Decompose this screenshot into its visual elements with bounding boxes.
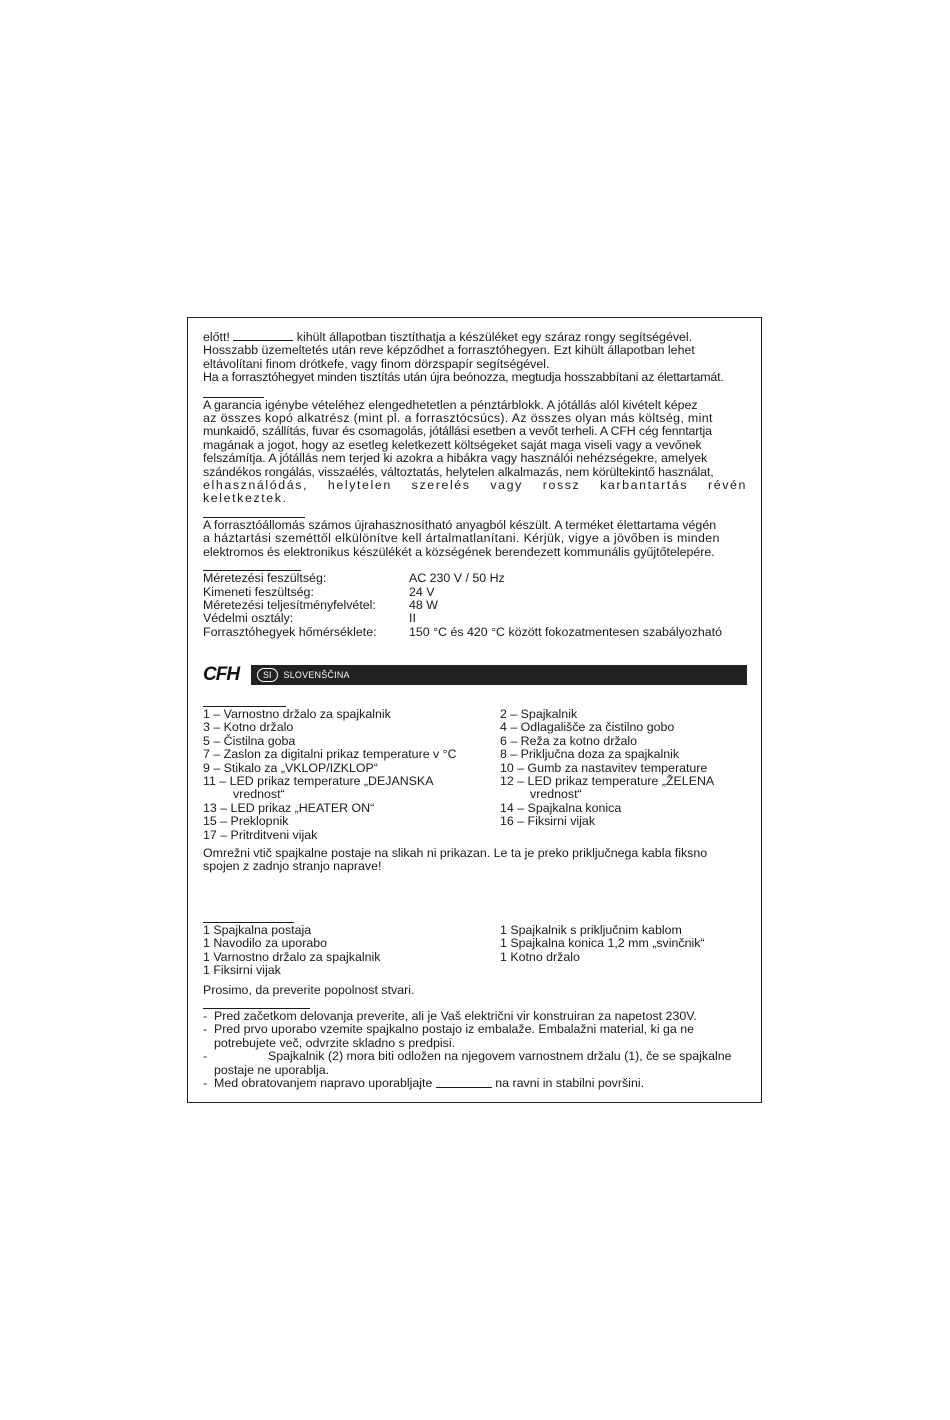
list-item: 1 Kotno držalo [500, 949, 580, 964]
language-name: SLOVENŠČINA [283, 670, 350, 680]
list-item-cont: vrednost“ [530, 787, 582, 802]
list-item: 13 – LED prikaz „HEATER ON“ [203, 800, 375, 815]
plug-note [203, 847, 747, 874]
text-line: elektromos és elektronikus készülékét a községének berendezett kommunális gyűjtőtelepére. [203, 544, 715, 559]
list-item: 1 Spajkalnik s priključnim kablom [500, 923, 682, 937]
list-item: 10 – Gumb za nastavitev temperature [500, 760, 708, 775]
cleaning-paragraph [203, 330, 747, 385]
parts-left-column [203, 708, 500, 842]
contents-note: Prosimo, da preverite popolnost stvari. [203, 982, 415, 997]
package-contents [203, 922, 747, 997]
list-item: 8 – Priključna doza za spajkalnik [500, 747, 680, 762]
text-line: Omrežni vtič spajkalne postaje na slikah ni prikazan. Le ta je preko priključnega kabla fiksno [203, 846, 708, 861]
spec-value: 150 °C és 420 °C között fokozatmentesen szabályozható [409, 624, 722, 639]
safety-item: - Pred začetkom delovanja preverite, ali je Vaš električni vir konstruiran za napetost 230V. [203, 1009, 697, 1023]
parts-list [203, 706, 747, 874]
parts-right-column [500, 708, 747, 842]
list-item: 1 Varnostno držalo za spajkalnik [203, 949, 381, 964]
disposal-paragraph [203, 519, 747, 559]
spec-value: AC 230 V / 50 Hz [409, 571, 505, 586]
list-item: 15 – Preklopnik [203, 814, 289, 829]
language-code-badge: SI [257, 668, 278, 682]
text-line: szándékos rongálás, visszaélés, változtatás, helytelen alkalmazás, nem körültekintő használat, [203, 464, 714, 479]
safety-instructions [203, 1008, 747, 1090]
text-line: elhasználódás, helytelen szerelés vagy rossz karbantartás révén keletkeztek. [203, 478, 747, 506]
safety-item: - Pred prvo uporabo vzemite spajkalno postajo iz embalaže. Embalažni material, ki ga ne [203, 1022, 695, 1037]
language-bar [251, 665, 747, 685]
hungarian-section [203, 330, 747, 639]
text-line: Ha a forrasztóhegyet minden tisztítás után újra beónozza, megtudja hosszabbítani az élettartamát. [203, 370, 724, 385]
text-line: Hosszabb üzemeltetés után reve képződhet a forrasztóhegyen. Ezt kihült állapotban lehet [203, 343, 695, 358]
text-line: felszámítja. A jótállás nem terjed ki azokra a hibákra vagy használói nehézségekre, amelyek [203, 451, 708, 466]
cfh-logo: CFH [203, 664, 240, 685]
spec-label: Méretezési feszültség: [203, 571, 327, 586]
spec-value: 24 V [409, 584, 435, 599]
contents-left-column [203, 924, 500, 978]
list-item: 17 – Pritrditveni vijak [203, 827, 318, 842]
warranty-paragraph [203, 399, 747, 506]
list-item: 3 – Kotno držalo [203, 720, 294, 735]
list-item: 1 Spajkalna konica 1,2 mm „svinčnik“ [500, 936, 705, 951]
list-item: 12 – LED prikaz temperature „ŽELENA [500, 774, 715, 789]
spec-label: Forrasztóhegyek hőmérséklete: [203, 624, 377, 639]
text-line: magának a jogot, hogy az esetleg keletkezett költségeket saját maga viseli vagy a vevőnek [203, 437, 702, 452]
language-header [203, 665, 747, 685]
text-line: eltávolítani finom drótkefe, vagy finom dörzspapír segítségével. [203, 356, 550, 371]
list-item: 16 – Fiksirni vijak [500, 814, 596, 829]
blank-line [436, 1077, 492, 1088]
list-item: 1 Fiksirni vijak [203, 963, 281, 978]
list-item-cont: vrednost“ [233, 787, 285, 802]
list-item: 5 – Čistilna goba [203, 733, 296, 748]
list-item: 6 – Reža za kotno držalo [500, 733, 638, 748]
contents-right-column [500, 924, 747, 978]
spec-value: 48 W [409, 597, 438, 612]
spec-value: II [409, 611, 416, 626]
safety-item-cont: potrebujete več, odvrzite skladno s predpisi. [214, 1035, 456, 1050]
text-line: A forrasztóállomás számos újrahasznosítható anyagból készült. A terméket élettartama végén [203, 517, 717, 532]
list-item: 1 Navodilo za uporabo [203, 936, 327, 951]
list-item: 1 Spajkalna postaja [203, 923, 312, 937]
text-line: előtt! kihült állapotban tisztíthatja a készüléket egy száraz rongy segítségével. [203, 330, 693, 344]
text-line: A garancia igénybe vételéhez elengedhetetlen a pénztárblokk. A jótállás alól kivételt képez [203, 397, 698, 412]
spec-label: Védelmi osztály: [203, 611, 294, 626]
list-item: 14 – Spajkalna konica [500, 800, 622, 815]
list-item: 4 – Odlagališče za čistilno gobo [500, 720, 675, 735]
spec-label: Kimeneti feszültség: [203, 584, 314, 599]
safety-item: - Med obratovanjem napravo uporabljajte na ravni in stabilni površini. [203, 1076, 645, 1091]
safety-item: - Spajkalnik (2) mora biti odložen na njegovem varnostnem držalu (1), če se spajkalne [203, 1049, 732, 1064]
safety-item-cont: postaje ne uporablja. [214, 1062, 330, 1077]
list-item: 7 – Zaslon za digitalni prikaz temperature v °C [203, 747, 457, 762]
spec-label: Méretezési teljesítményfelvétel: [203, 597, 376, 612]
list-item: 9 – Stikalo za „VKLOP/IZKLOP“ [203, 760, 378, 775]
text-line: az összes kopó alkatrész (mint pl. a forrasztócsúcs). Az összes olyan más költség, mint [203, 411, 713, 426]
list-item: 2 – Spajkalnik [500, 707, 578, 721]
specs-table [203, 572, 747, 639]
blank-line [233, 330, 293, 341]
text-line: a háztartási szeméttől elkülönítve kell ártalmatlanítani. Kérjük, vigye a jövőben is minden [203, 531, 720, 546]
list-item: 1 – Varnostno držalo za spajkalnik [203, 707, 391, 721]
list-item: 11 – LED prikaz temperature „DEJANSKA [203, 774, 434, 789]
text-line: munkaidő, szállítás, fuvar és csomagolás, jótállási esetben a vevőt terheli. A CFH cég fenntartja [203, 424, 712, 439]
text-line: spojen z zadnjo stranjo naprave! [203, 859, 382, 874]
